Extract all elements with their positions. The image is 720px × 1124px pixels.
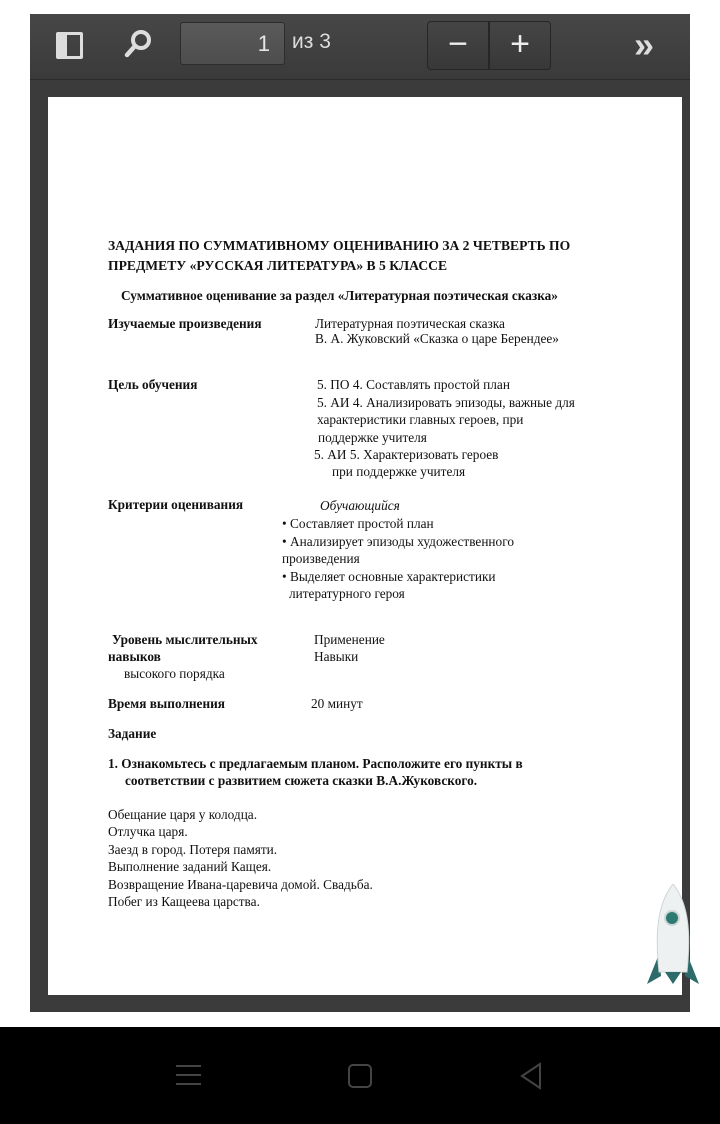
plan-item: Выполнение заданий Кащея.: [108, 859, 272, 874]
search-icon[interactable]: [122, 28, 154, 60]
toolbar: [30, 14, 690, 80]
label: Задание: [108, 726, 157, 741]
page-number-input[interactable]: 1: [180, 22, 285, 65]
rocket-icon[interactable]: [645, 884, 701, 994]
value: • Выделяет основные характеристики: [282, 569, 496, 584]
back-icon[interactable]: [518, 1062, 544, 1095]
value: Навыки: [314, 649, 359, 664]
menu-icon[interactable]: [176, 1065, 201, 1085]
zoom-out-button[interactable]: −: [427, 21, 489, 70]
plan-item: Отлучка царя.: [108, 824, 188, 839]
zoom-in-button[interactable]: +: [489, 21, 551, 70]
value: 5. ПО 4. Составлять простой план: [317, 377, 510, 392]
label: Цель обучения: [108, 377, 198, 392]
value: литературного героя: [289, 586, 405, 601]
pdf-viewer: [30, 14, 690, 1012]
value: произведения: [282, 551, 360, 566]
value: 5. АИ 4. Анализировать эпизоды, важные для: [317, 395, 575, 410]
label: высокого порядка: [124, 666, 225, 681]
label: Изучаемые произведения: [108, 316, 262, 331]
value: Литературная поэтическая сказка: [315, 316, 505, 331]
plan-item: Заезд в город. Потеря памяти.: [108, 842, 278, 857]
label: Время выполнения: [108, 696, 225, 711]
task-text: 1. Ознакомьтесь с предлагаемым планом. Расположите его пункты в: [108, 756, 523, 771]
plan-item: Обещание царя у колодца.: [108, 807, 258, 822]
label: навыков: [108, 649, 161, 664]
label: Критерии оценивания: [108, 497, 244, 512]
page-count: из 3: [292, 30, 331, 53]
value: В. А. Жуковский «Сказка о царе Берендее»: [315, 331, 559, 346]
sidebar-toggle-icon[interactable]: [56, 32, 83, 59]
document-page: [48, 97, 682, 995]
home-icon[interactable]: [348, 1064, 372, 1088]
plan-item: Возвращение Ивана-царевича домой. Свадьба.: [108, 877, 373, 892]
doc-title: ПРЕДМЕТУ «РУССКАЯ ЛИТЕРАТУРА» В 5 КЛАССЕ: [108, 258, 448, 273]
label: Уровень мыслительных: [112, 632, 258, 647]
value: Обучающийся: [320, 498, 400, 513]
doc-subtitle: Суммативное оценивание за раздел «Литературная поэтическая сказка»: [121, 288, 558, 303]
value: 20 минут: [311, 696, 363, 711]
value: • Анализирует эпизоды художественного: [282, 534, 514, 549]
value: Применение: [314, 632, 385, 647]
android-nav-bar: [0, 1027, 720, 1124]
doc-title: ЗАДАНИЯ ПО СУММАТИВНОМУ ОЦЕНИВАНИЮ ЗА 2 ЧЕТВЕРТЬ ПО: [108, 238, 571, 253]
value: поддержке учителя: [318, 430, 427, 445]
value: • Составляет простой план: [282, 516, 434, 531]
value: 5. АИ 5. Характеризовать героев: [314, 447, 499, 462]
value: характеристики главных героев, при: [317, 412, 524, 427]
task-text: соответствии с развитием сюжета сказки В.А.Жуковского.: [125, 773, 478, 788]
plan-item: Побег из Кащеева царства.: [108, 894, 260, 909]
more-tools-icon[interactable]: »: [634, 24, 655, 65]
value: при поддержке учителя: [332, 464, 466, 479]
